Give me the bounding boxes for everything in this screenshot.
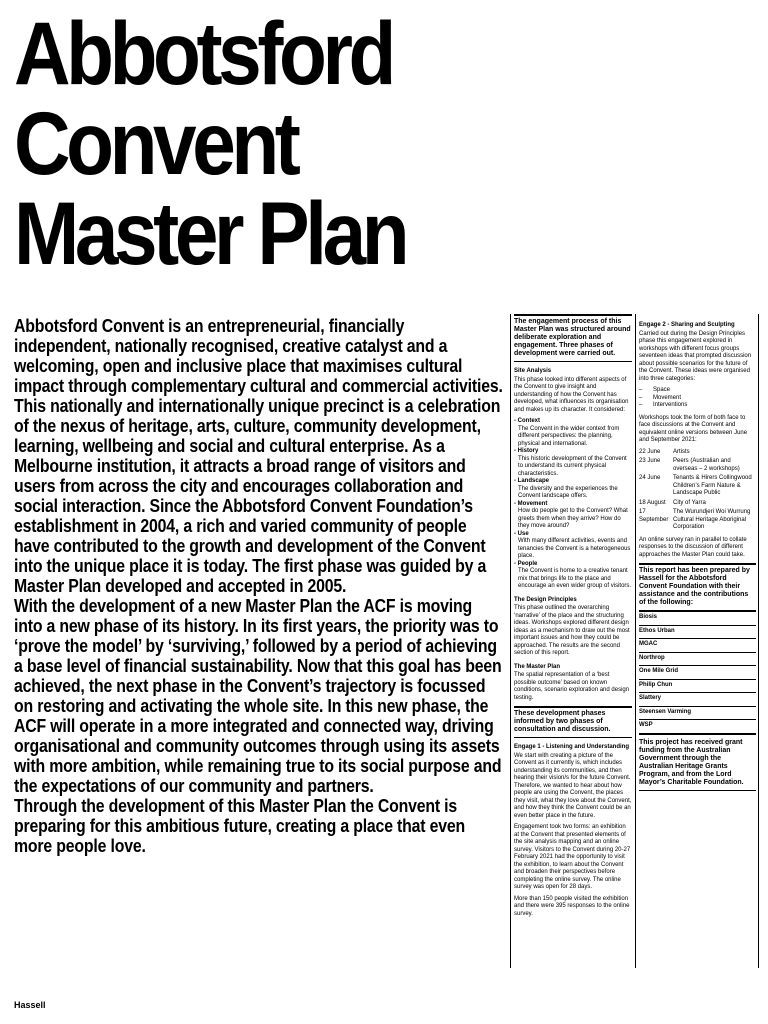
aspect-term: - History (514, 448, 539, 454)
contributor: MGAC (639, 639, 756, 653)
title-line-1: Abbotsford (14, 3, 392, 103)
schedule-row (639, 509, 756, 532)
design-principles-heading: The Design Principles (514, 596, 577, 603)
contributor: Northrop (639, 653, 756, 667)
aspect-desc: The Convent in the wider context from different perspectives: the planning, physical and international. (518, 425, 620, 447)
aspect-item (514, 561, 632, 591)
site-analysis-heading: Site Analysis (514, 368, 552, 374)
aspect-desc: This historic development of the Convent to understand its current physical characteristics. (518, 455, 627, 477)
site-analysis-body: This phase looked into different aspects of the Convent to give insight and understanding of how the Convent has developed, what influences its organisation and makes up its character. It considered: (514, 376, 629, 413)
aspect-item (514, 501, 632, 531)
title-line-2: Convent (14, 93, 297, 193)
engage-1-body-1: We start with creating a picture of the Convent as it currently is, which includes understanding its communities, and then hearing their vision/s for the future Convent. Therefore, we wanted to hear about how people are using the Convent, the places they visit, what they love about the Convent, and how they think the Convent could be an even better place in the future. (514, 752, 632, 819)
schedule-date: 23 June (639, 458, 661, 464)
aspect-term: - Landscape (514, 478, 550, 484)
intro-paragraph-1: Abbotsford Convent is an entrepreneurial, financially independent, nationally recognised, creative catalyst and a welcoming, open and inclusive place that maximises cultural impact through complementary cultural and commercial activities. (14, 316, 503, 396)
aspect-term: - Context (514, 418, 540, 424)
dash-marker: – (639, 394, 643, 401)
intro-paragraph-2: This nationally and internationally unique precinct is a celebration of the nexus of heritage, arts, culture, community development, learning, wellbeing and social and cultural enterprise. As a Melbourne institution, it attracts a broad range of visitors and users from across the city and encourages collaboration and social interaction. Since the Abbotsford Convent Foundation’s establishment in 2004, a rich and varied community of people have contributed to the growth and development of the Convent into the unique place it is today. The first phase was guided by a Master Plan developed and accepted in 2005. (14, 396, 501, 596)
engagement-column (514, 314, 632, 922)
engagement-lead: The engagement process of this Master Plan was structured around deliberate exploration and engagement. Three phases of development were carried out. (514, 318, 631, 357)
site-aspects-list (514, 418, 632, 591)
list-item (639, 387, 756, 395)
schedule-row (639, 500, 756, 508)
contributor: WSP (639, 720, 756, 735)
intro-paragraph-3: With the development of a new Master Plan the ACF is moving into a new phase of its history. In its first years, the priority was to ‘prove the model’ by ‘surviving,’ followed by a period of achieving a base level of financial sustainability. Now that this goal has been achieved, the next phase in the Convent’s trajectory is focussed on restoring and activating the whole site. In this new phase, the ACF will operate in a more integrated and connected way, driving organisational and community outcomes through using its assets with more ambition, while remaining true to its social purpose and the expectations of our community and partners. (14, 596, 502, 796)
divider (639, 790, 756, 791)
schedule-date: 24 June (639, 475, 661, 481)
report-credits-lead: This report has been prepared by Hassell for the Abbotsford Convent Foundation with their assistance and the contributions of the following: (639, 567, 750, 606)
contributors-list (639, 612, 756, 735)
contributor: Philip Chun (639, 680, 756, 694)
contributor: Ethos Urban (639, 626, 756, 640)
schedule-text: City of Yarra (673, 499, 706, 506)
dash-marker: – (639, 387, 643, 393)
consultation-lead: These development phases informed by two phases of consultation and discussion. (514, 710, 611, 733)
master-plan-body: The spatial representation of a ‘best possible outcome’ based on known conditions, scenario exploration and design testing. (514, 672, 630, 701)
engage-1-body-3: More than 150 people visited the exhibition and there were 395 responses to the online survey. (514, 895, 630, 917)
contributor: Biosis (639, 612, 756, 626)
title-line-3: Master Plan (14, 183, 406, 283)
divider (514, 361, 632, 362)
funding-acknowledgement: This project has received grant funding from the Australian Government through the Australian Heritage Grants Program, and from the Lord Mayor’s Charitable Foundation. (639, 738, 744, 786)
schedule-date: 18 August (639, 499, 666, 506)
contributor: Slattery (639, 693, 756, 707)
schedule-text: Artists (673, 448, 690, 455)
list-item-label: Interventions (653, 402, 688, 408)
workshop-schedule (639, 449, 756, 532)
list-item (639, 395, 756, 403)
intro-paragraph-4: Through the development of this Master Plan the Convent is preparing for this ambitious future, creating a place that even more people love. (14, 796, 466, 856)
contributor: Steensen Varming (639, 707, 756, 721)
schedule-row (639, 475, 756, 498)
schedule-date: 17 September (639, 509, 669, 523)
list-item-label: Space (653, 387, 671, 393)
aspect-desc: The diversity and the experiences the Convent landscape offers. (518, 485, 618, 499)
column-divider-middle (635, 314, 636, 968)
aspect-item (514, 478, 632, 501)
aspect-item (514, 418, 632, 448)
schedule-text: The Wurundjeri Woi Wurrung Cultural Heritage Aboriginal Corporation (673, 509, 751, 530)
schedule-text: Tenants & Hirers Collingwood Children’s Farm Nature & Landscape Public (673, 475, 752, 496)
column-divider-right (758, 314, 759, 968)
column-divider-left (510, 314, 511, 968)
aspect-item (514, 531, 632, 561)
engage-2-body: Carried out during the Design Principles phase this engagement explored in workshops with different focus groups seventeen ideas that prompted discussion about possible scenarios for the future of the Convent. These ideas were organised into three categories: (639, 330, 752, 382)
aspect-item (514, 448, 632, 478)
aspect-desc: With many different activities, events and tenancies the Convent is a heterogeneous place. (518, 538, 631, 559)
list-item-label: Movement (653, 394, 682, 401)
workshops-column (639, 314, 756, 794)
engage-2-heading: Engage 2 - Sharing and Sculpting (639, 322, 735, 328)
schedule-text: Peers (Australian and overseas – 2 workshops) (673, 458, 740, 472)
contributor: One Mile Grid (639, 666, 756, 680)
brand-footer: Hassell (14, 1000, 46, 1010)
schedule-row (639, 458, 756, 473)
intro-text (14, 316, 503, 856)
design-principles-body: This phase outlined the overarching ‘narrative’ of the place and the structuring ideas. Workshops explored different design ideas as a mechanism to draw out the most important issues and how they could be approached. The results are the second section of this report. (514, 605, 630, 656)
aspect-desc: How do people get to the Convent? What greets them when they arrive? How do they move around? (518, 508, 628, 529)
page-title (14, 3, 665, 283)
aspect-term: - People (514, 560, 538, 567)
list-item (639, 402, 756, 410)
engage-1-body-2: Engagement took two forms: an exhibition at the Convent that presented elements of the site analysis mapping and an online survey. Visitors to the Convent during 20-27 February 2021 had the opportunity to visit the exhibition, to learn about the Convent and broaden their perspectives before completing the online survey. The online survey was open for 28 days. (514, 824, 631, 890)
aspect-desc: The Convent is home to a creative tenant mix that brings life to the place and encourage an even wider group of visitors. (518, 568, 632, 589)
column-rule (514, 706, 632, 708)
schedule-row (639, 449, 756, 457)
aspect-term: - Movement (514, 500, 548, 507)
divider (514, 737, 632, 738)
column-rule (639, 563, 756, 565)
workshops-body: Workshops took the form of both face to face discussions at the Convent and equivalent online versions between June and September 2021: (639, 414, 748, 443)
aspect-term: - Use (514, 530, 529, 537)
survey-note: An online survey ran in parallel to collate responses to the discussion of different approaches the Master Plan could take. (639, 536, 747, 558)
idea-categories-list (639, 387, 756, 410)
master-plan-heading: The Master Plan (514, 663, 561, 670)
column-rule (514, 314, 632, 316)
dash-marker: – (639, 402, 643, 408)
schedule-date: 22 June (639, 448, 661, 455)
engage-1-heading: Engage 1 - Listening and Understanding (514, 744, 630, 750)
